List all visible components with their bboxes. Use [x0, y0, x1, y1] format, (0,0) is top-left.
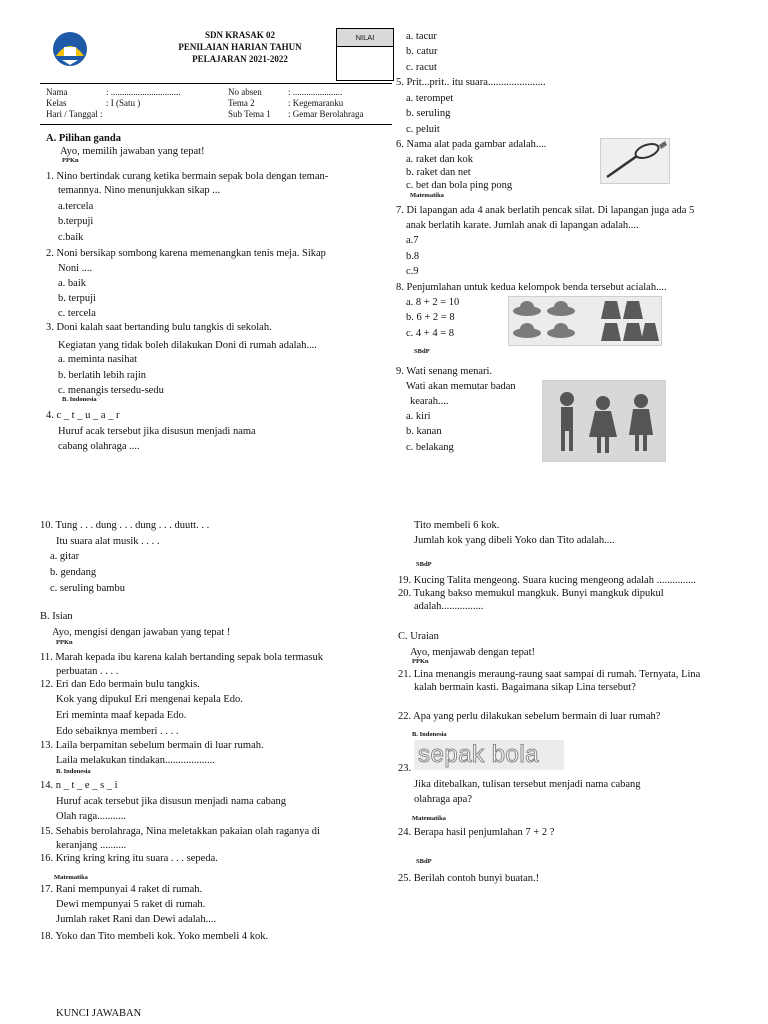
q22-text: 22. Apa yang perlu dilakukan sebelum bermain di luar rumah? [398, 711, 661, 722]
q5-option-c: c. peluit [406, 124, 440, 135]
nama-field[interactable]: : ............................... [106, 87, 181, 97]
q2-option-c: c. tercela [58, 308, 96, 319]
exam-title-line1: PENILAIAN HARIAN TAHUN [178, 42, 302, 52]
q18-text-cont: Tito membeli 6 kok. [414, 520, 500, 531]
q7-option-c: c.9 [406, 266, 419, 277]
q23-text-cont: olahraga apa? [414, 794, 473, 805]
q21-text-cont: kalah bermain kasti. Bagaimana sikap Lina tersebut? [414, 682, 636, 693]
q8-option-c: c. 4 + 4 = 8 [406, 328, 455, 339]
section-b-instruction: Ayo, mengisi dengan jawaban yang tepat ! [52, 627, 231, 638]
header-divider [40, 83, 392, 84]
subtema-value: : Gemar Berolahraga [288, 109, 364, 119]
q3-option-a: a. meminta nasihat [58, 354, 138, 365]
q1-option-b: b.terpuji [58, 216, 94, 227]
subject-tag: SBdP [416, 561, 432, 568]
q9-option-b: b. kanan [406, 426, 442, 437]
q14-text-cont2: Olah raga........... [56, 811, 126, 822]
subject-tag: B. Indonesia [62, 396, 97, 403]
q15-text-cont: keranjang .......... [56, 840, 127, 851]
q1-option-c: c.baik [58, 232, 84, 243]
q10-option-b: b. gendang [50, 567, 97, 578]
section-c-title: C. Uraian [398, 631, 439, 642]
q5-option-b: b. seruling [406, 108, 451, 119]
section-a-instruction: Ayo, memilih jawaban yang tepat! [60, 146, 205, 157]
q9-text-cont2: kearah.... [410, 396, 449, 407]
kelas-value: : I (Satu ) [106, 98, 141, 108]
footer-answer-key: KUNCI JAWABAN [56, 1008, 142, 1019]
hari-label: Hari / Tanggal : [46, 109, 103, 119]
subtema-label: Sub Tema 1 [228, 109, 271, 119]
q4-text-cont: Huruf acak tersebut jika disusun menjadi nama [58, 426, 256, 437]
q12-text-cont3: Edo sebaiknya memberi . . . . [56, 726, 179, 737]
score-label: NILAI [337, 29, 393, 47]
q10-text: 10. Tung . . . dung . . . dung . . . duutt. . . [40, 520, 210, 531]
q3-option-b: b. berlatih lebih rajin [58, 370, 147, 381]
q23-text: Jika ditebalkan, tulisan tersebut menjadi nama cabang [414, 779, 641, 790]
subject-tag: PPKn [62, 157, 79, 164]
q7-text: 7. Di lapangan ada 4 anak berlatih pencak silat. Di lapangan juga ada 5 [396, 205, 695, 216]
q14-text-cont: Huruf acak tersebut jika disusun menjadi nama cabang [56, 796, 287, 807]
badminton-racket-icon [600, 138, 670, 184]
q8-option-b: b. 6 + 2 = 8 [406, 312, 455, 323]
q11-text-cont: perbuatan . . . . [56, 666, 119, 677]
q6-option-c: c. bet dan bola ping pong [406, 180, 513, 191]
q4-option-a: a. tacur [406, 31, 437, 42]
kelas-label: Kelas [46, 98, 67, 108]
q7-option-b: b.8 [406, 251, 420, 262]
q16-text: 16. Kring kring kring itu suara . . . sepeda. [40, 853, 218, 864]
subject-tag: PPKn [412, 658, 429, 665]
q21-text: 21. Lina menangis meraung-raung saat sampai di rumah. Ternyata, Lina [398, 669, 701, 680]
subject-tag: PPKn [56, 639, 73, 646]
q8-text: 8. Penjumlahan untuk kedua kelompok benda tersebut acialah.... [396, 282, 667, 293]
sepak-bola-image-text: sepak bola [418, 741, 540, 768]
q6-option-b: b. raket dan net [406, 167, 471, 178]
q2-text: 2. Noni bersikap sombong karena memenangkan tenis meja. Sikap [46, 248, 326, 259]
q11-text: 11. Marah kepada ibu karena kalah bertanding sepak bola termasuk [40, 652, 324, 663]
q18-text-cont2: Jumlah kok yang dibeli Yoko dan Tito adalah.... [414, 535, 615, 546]
absen-label: No absen [228, 87, 262, 97]
q6-option-a: a. raket dan kok [406, 154, 474, 165]
exam-title-line2: PELAJARAN 2021-2022 [192, 54, 288, 64]
q5-option-a: a. terompet [406, 93, 454, 104]
q1-text: 1. Nino bertindak curang ketika bermain sepak bola dengan teman- [46, 171, 329, 182]
dancing-children-image [542, 380, 666, 462]
q17-text-cont: Dewi mempunyai 5 raket di rumah. [56, 899, 206, 910]
q8-option-a: a. 8 + 2 = 10 [406, 297, 460, 308]
q7-option-a: a.7 [406, 235, 419, 246]
q2-option-b: b. terpuji [58, 293, 96, 304]
q1-text-cont: temannya. Nino menunjukkan sikap ... [58, 185, 221, 196]
nama-label: Nama [46, 87, 68, 97]
sepak-bola-image [414, 740, 564, 770]
q13-text: 13. Laila berpamitan sebelum bermain di luar rumah. [40, 740, 264, 751]
info-divider [40, 124, 392, 125]
q3-text-cont: Kegiatan yang tidak boleh dilakukan Doni di rumah adalah.... [58, 340, 317, 351]
q19-text: 19. Kucing Talita mengeong. Suara kucing mengeong adalah ............... [398, 575, 696, 586]
q9-option-c: c. belakang [406, 442, 454, 453]
subject-tag: Matematika [410, 192, 444, 199]
subject-tag: SBdP [414, 348, 430, 355]
q10-option-c: c. seruling bambu [50, 583, 125, 594]
q6-text: 6. Nama alat pada gambar adalah.... [396, 139, 547, 150]
q10-text-cont: Itu suara alat musik . . . . [56, 536, 160, 547]
q18-text: 18. Yoko dan Tito membeli kok. Yoko membeli 4 kok. [40, 931, 269, 942]
q4-option-c: c. racut [406, 62, 437, 73]
section-c-instruction: Ayo, menjawab dengan tepat! [410, 647, 535, 658]
hats-and-gloves-image [508, 296, 662, 346]
q5-text: 5. Prit...prit.. itu suara...................... [396, 77, 546, 88]
q20-text-cont: adalah................ [414, 601, 484, 612]
score-box [336, 28, 394, 81]
q9-option-a: a. kiri [406, 411, 431, 422]
subject-tag: SBdP [416, 858, 432, 865]
section-a-title: A. Pilihan ganda [46, 133, 121, 144]
q24-text: 24. Berapa hasil penjumlahan 7 + 2 ? [398, 827, 555, 838]
q12-text-cont2: Eri meminta maaf kepada Edo. [56, 710, 187, 721]
q7-text-cont: anak berlatih karate. Jumlah anak di lapangan adalah.... [406, 220, 639, 231]
q4-option-b: b. catur [406, 46, 438, 57]
q13-text-cont: Laila melakukan tindakan................... [56, 755, 215, 766]
school-name: SDN KRASAK 02 [204, 30, 275, 40]
subject-tag: B. Indonesia [412, 731, 447, 738]
q14-text: 14. n _ t _ e _ s _ i [40, 780, 118, 791]
subject-tag: Matematika [412, 815, 446, 822]
q9-text-cont: Wati akan memutar badan [406, 381, 516, 392]
q3-option-c: c. menangis tersedu-sedu [58, 385, 164, 396]
absen-field[interactable]: : ...................... [288, 87, 343, 97]
q17-text-cont2: Jumlah raket Rani dan Dewi adalah.... [56, 914, 217, 925]
subject-tag: B. Indonesia [56, 768, 91, 775]
section-b-title: B. Isian [40, 611, 73, 622]
school-logo-icon [50, 30, 90, 68]
q4-text-cont2: cabang olahraga .... [58, 441, 140, 452]
q9-text: 9. Wati senang menari. [396, 366, 493, 377]
q2-text-cont: Noni .... [58, 263, 93, 274]
subject-tag: Matematika [54, 874, 88, 881]
tema-label: Tema 2 [228, 98, 255, 108]
q12-text: 12. Eri dan Edo bermain bulu tangkis. [40, 679, 200, 690]
q23-number: 23. [398, 763, 412, 774]
q2-option-a: a. baik [58, 278, 86, 289]
q15-text: 15. Sehabis berolahraga, Nina meletakkan pakaian olah raganya di [40, 826, 320, 837]
q10-option-a: a. gitar [50, 551, 80, 562]
q1-option-a: a.tercela [58, 201, 94, 212]
q3-text: 3. Doni kalah saat bertanding bulu tangkis di sekolah. [46, 322, 272, 333]
q20-text: 20. Tukang bakso memukul mangkuk. Bunyi mangkuk dipukul [398, 588, 664, 599]
q12-text-cont: Kok yang dipukul Eri mengenai kepala Edo. [56, 694, 243, 705]
q4-text: 4. c _ t _ u _ a _ r [46, 410, 120, 421]
q25-text: 25. Berilah contoh bunyi buatan.! [398, 873, 540, 884]
tema-value: : Kegemaranku [288, 98, 344, 108]
q17-text: 17. Rani mempunyai 4 raket di rumah. [40, 884, 203, 895]
